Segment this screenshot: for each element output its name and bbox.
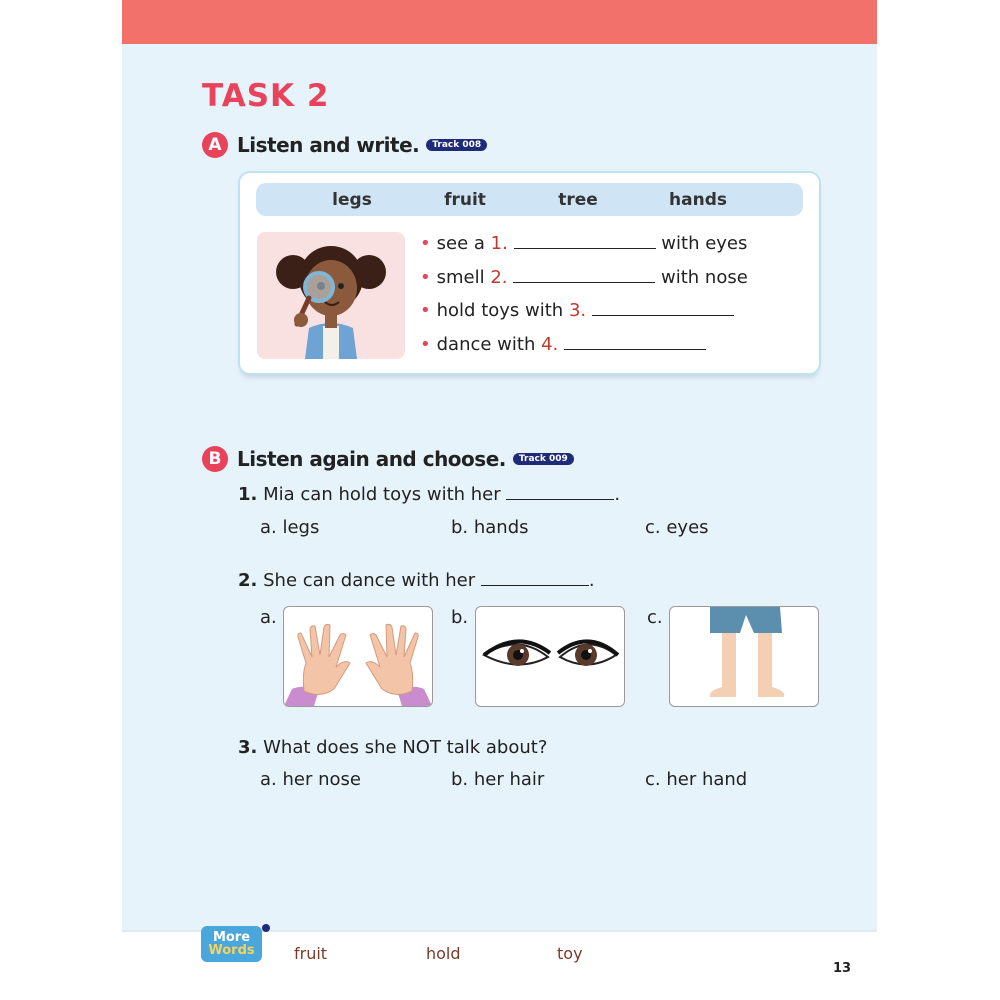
item-number: 4.: [541, 334, 559, 355]
more-words-line-2: Words: [208, 943, 255, 958]
more-words-line-1: More: [212, 930, 251, 945]
item-text-after: with eyes: [661, 233, 748, 254]
question-text: What does she NOT talk about?: [263, 737, 548, 758]
question-end: .: [588, 570, 595, 591]
q2-option-a-label[interactable]: a.: [260, 607, 277, 628]
question-1: [238, 484, 620, 505]
section-b-badge: B: [202, 446, 228, 472]
task-title: TASK 2: [202, 78, 330, 114]
q1-option-a[interactable]: a. legs: [260, 517, 320, 538]
answer-blank-q2[interactable]: [481, 571, 589, 586]
bullet-icon: •: [420, 267, 431, 288]
word-bank-item: hands: [669, 190, 727, 210]
more-words-badge: [201, 926, 262, 962]
q2-option-c-label[interactable]: c.: [647, 607, 663, 628]
track-008-button[interactable]: Track 008: [426, 139, 487, 151]
word-bank-item: legs: [332, 190, 372, 210]
item-text: dance with: [436, 334, 536, 355]
q2-option-b-label[interactable]: b.: [451, 607, 469, 628]
bullet-icon: •: [420, 233, 431, 254]
item-text: see a: [436, 233, 485, 254]
word-bank-item: fruit: [444, 190, 486, 210]
question-number: 1.: [238, 484, 258, 505]
item-text: hold toys with: [436, 300, 564, 321]
answer-blank-3[interactable]: [592, 301, 734, 316]
page-number: 13: [833, 961, 852, 976]
question-number: 3.: [238, 737, 258, 758]
more-word-item: fruit: [294, 944, 328, 963]
answer-blank-4[interactable]: [564, 335, 706, 350]
bullet-icon: •: [420, 300, 431, 321]
girl-with-magnifier-illustration: [257, 232, 405, 359]
question-text: Mia can hold toys with her: [263, 484, 501, 505]
hands-image[interactable]: [283, 606, 433, 707]
fill-line-3: [420, 300, 734, 321]
question-3: [238, 737, 547, 758]
q3-option-c[interactable]: c. her hand: [645, 769, 748, 790]
section-a-title: Listen and write.: [237, 133, 420, 157]
item-number: 2.: [490, 267, 508, 288]
section-a-header: [202, 132, 487, 158]
section-a-badge: A: [202, 132, 228, 158]
item-text: smell: [436, 267, 485, 288]
question-2: [238, 570, 595, 591]
top-banner: [122, 0, 877, 44]
eyes-image[interactable]: [475, 606, 625, 707]
section-b-title: Listen again and choose.: [237, 447, 506, 471]
more-word-item: toy: [557, 944, 583, 963]
answer-blank-q1[interactable]: [506, 485, 614, 500]
item-number: 3.: [568, 300, 587, 321]
item-number: 1.: [490, 233, 508, 254]
fill-line-2: [420, 267, 748, 288]
section-b-header: [202, 446, 574, 472]
fill-line-4: [420, 334, 706, 355]
answer-blank-2[interactable]: [513, 268, 655, 283]
answer-blank-1[interactable]: [514, 234, 656, 249]
item-text-after: with nose: [661, 267, 748, 288]
q1-option-b[interactable]: b. hands: [451, 517, 529, 538]
bullet-icon: •: [420, 334, 431, 355]
fill-line-1: [420, 233, 747, 254]
question-text: She can dance with her: [263, 570, 476, 591]
q3-option-b[interactable]: b. her hair: [451, 769, 545, 790]
word-bank-item: tree: [558, 190, 598, 210]
question-number: 2.: [238, 570, 258, 591]
q3-option-a[interactable]: a. her nose: [260, 769, 361, 790]
q1-option-c[interactable]: c. eyes: [645, 517, 709, 538]
question-end: .: [614, 484, 621, 505]
badge-dot-icon: [262, 924, 270, 932]
track-009-button[interactable]: Track 009: [513, 453, 574, 465]
legs-image[interactable]: [669, 606, 819, 707]
more-word-item: hold: [426, 944, 461, 963]
